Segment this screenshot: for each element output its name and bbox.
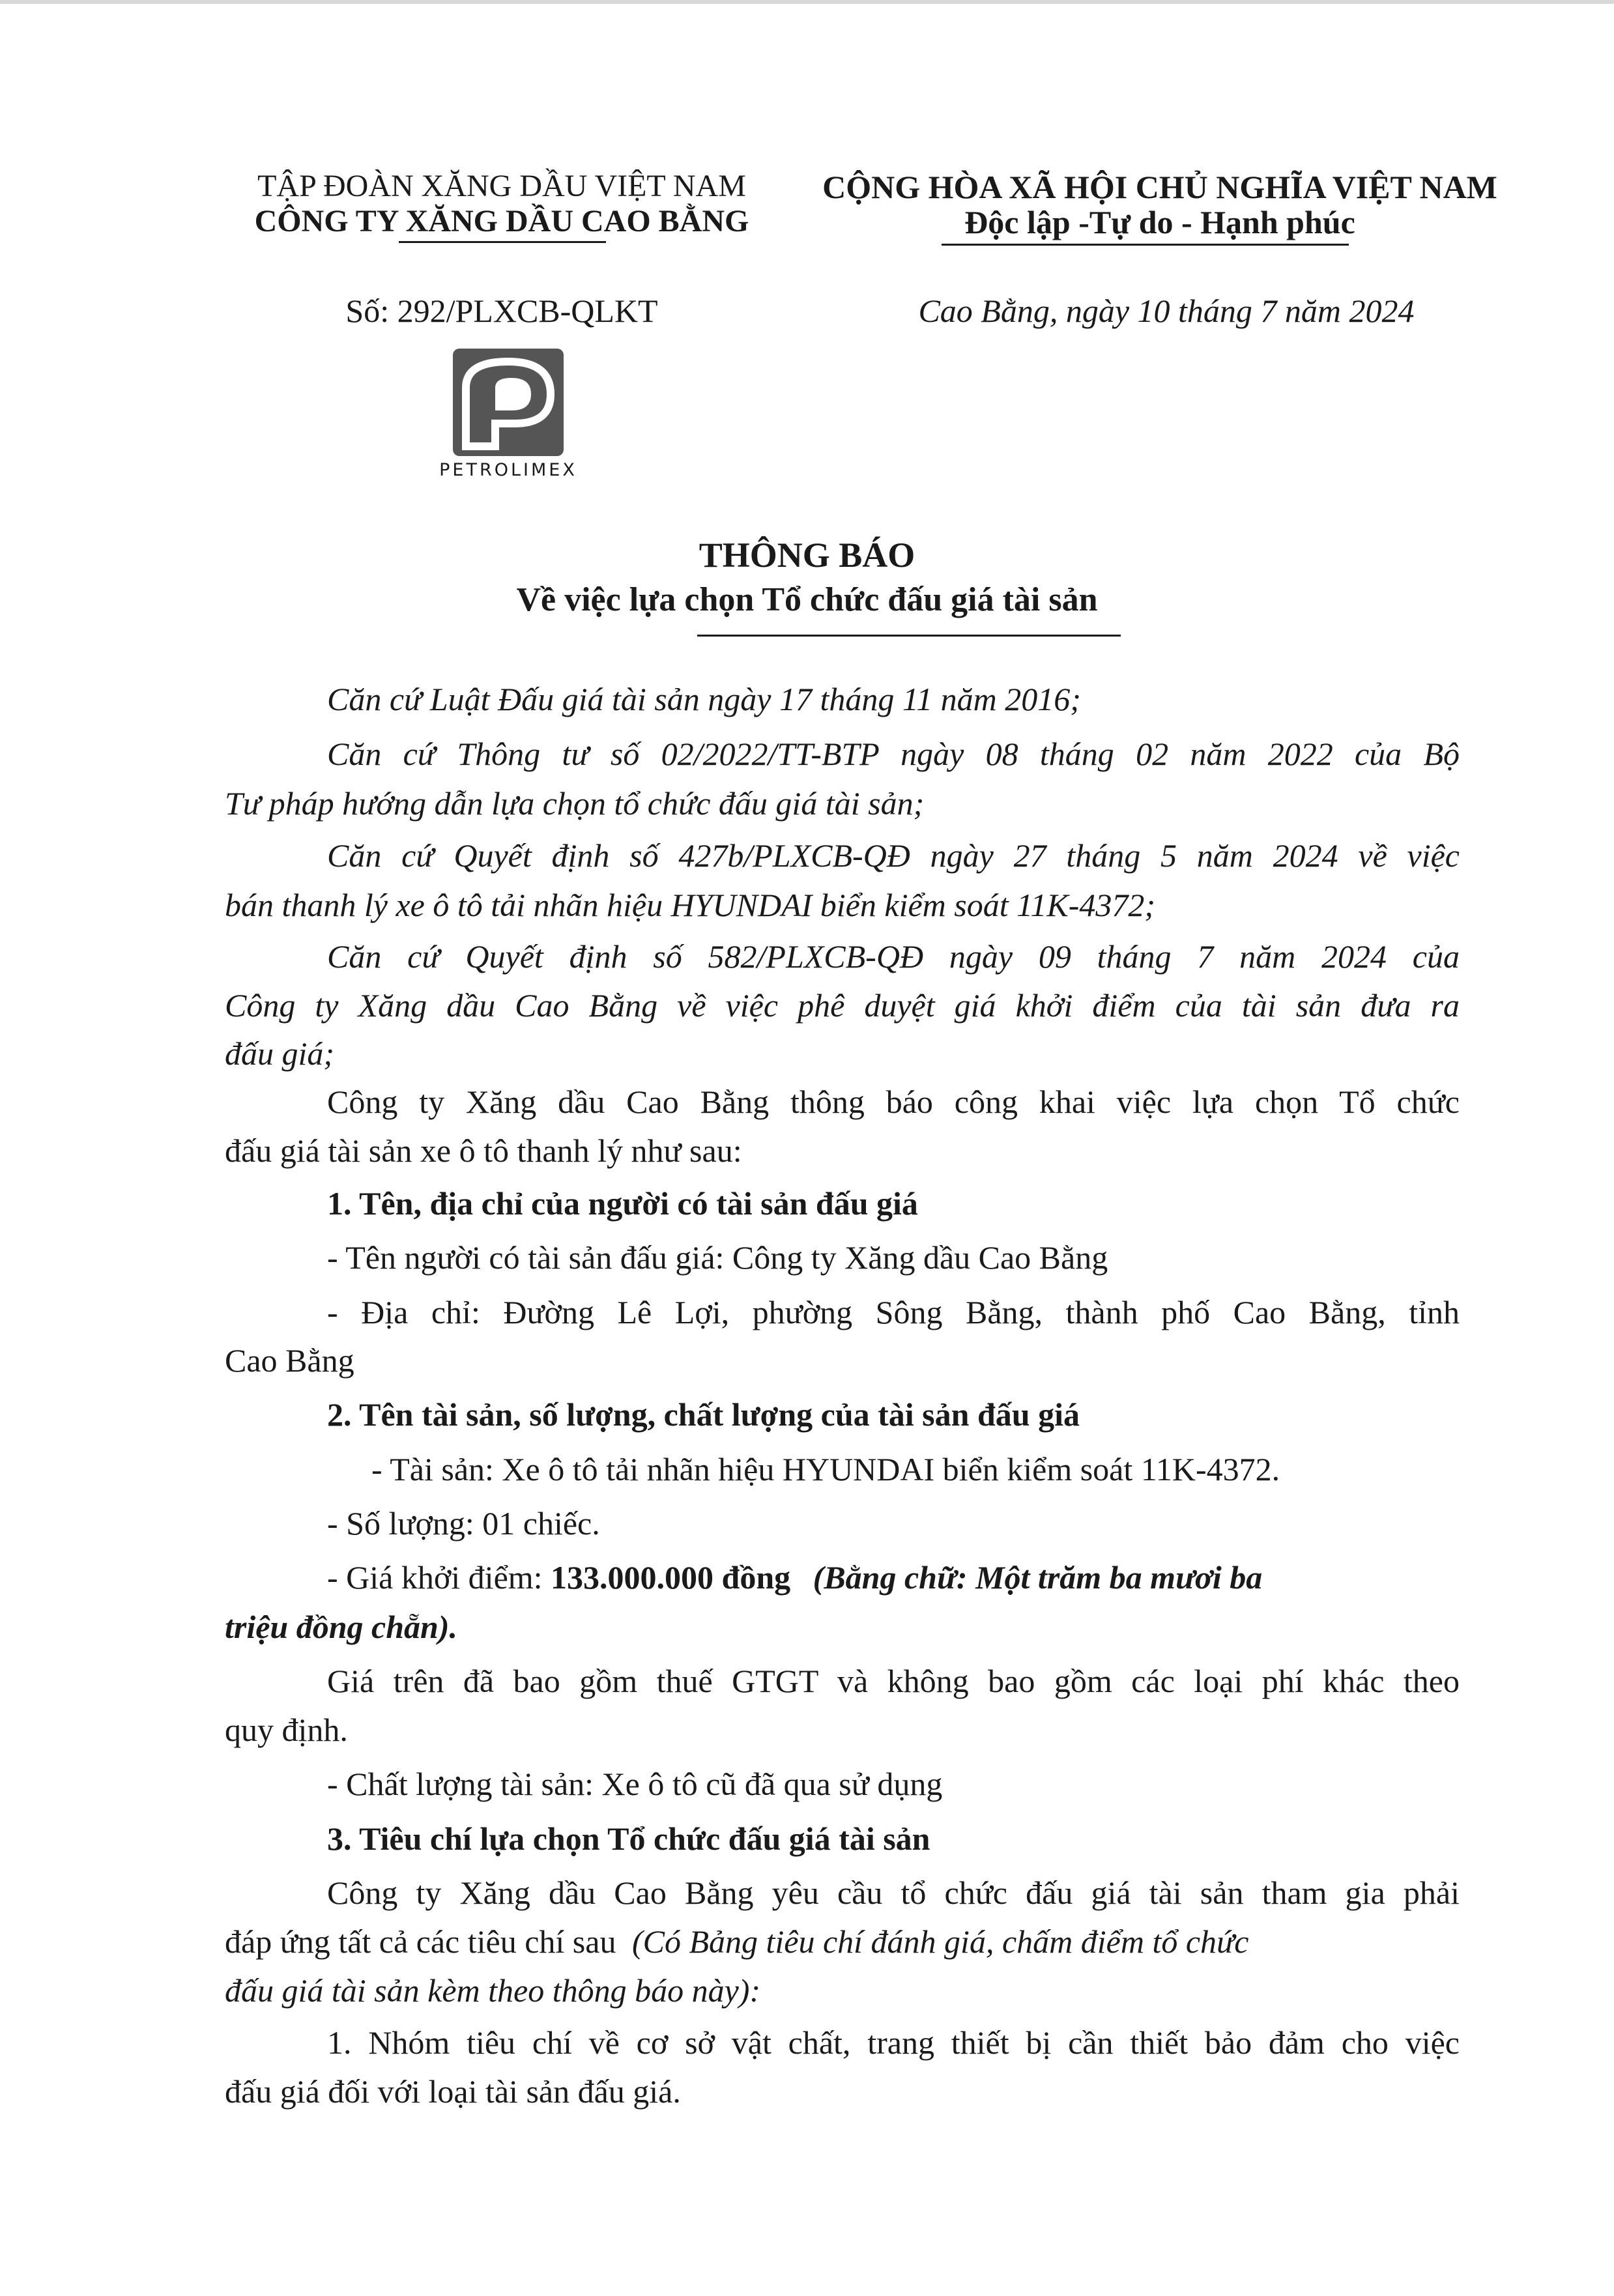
asset-quantity: - Số lượng: 01 chiếc. <box>327 1505 600 1542</box>
criteria-intro-c: đấu giá tài sản kèm theo thông báo này): <box>225 1972 761 2009</box>
criteria-intro-b <box>225 1925 1249 1958</box>
nation-motto: Độc lập -Tự do - Hạnh phúc <box>964 204 1355 240</box>
criteria-intro-a: Công ty Xăng dầu Cao Bằng yêu cầu tổ chức đấu giá tài sản tham gia phải <box>327 1874 1460 1911</box>
section-1-heading: 1. Tên, địa chỉ của người có tài sản đấu giá <box>327 1185 918 1222</box>
criteria-intro-b-italic: (Có Bảng tiêu chí đánh giá, chấm điểm tổ chức <box>631 1923 1249 1960</box>
intro-line-a: Công ty Xăng dầu Cao Bằng thông báo công khai việc lựa chọn Tổ chức <box>327 1083 1460 1120</box>
starting-price-value: 133.000.000 đồng <box>551 1559 791 1596</box>
scan-edge <box>0 0 1614 4</box>
starting-price-label: - Giá khởi điểm: <box>327 1559 543 1596</box>
legal-basis-4c: đấu giá; <box>225 1035 335 1072</box>
owner-address-a: - Địa chỉ: Đường Lê Lợi, phường Sông Bằng, thành phố Cao Bằng, tỉnh <box>327 1294 1460 1330</box>
asset-name: - Tài sản: Xe ô tô tải nhãn hiệu HYUNDAI biển kiểm soát 11K-4372. <box>371 1451 1280 1487</box>
owner-name: - Tên người có tài sản đấu giá: Công ty Xăng dầu Cao Bằng <box>327 1239 1108 1276</box>
criteria-item-1a: 1. Nhóm tiêu chí về cơ sở vật chất, trang thiết bị cần thiết bảo đảm cho việc <box>327 2024 1460 2061</box>
criteria-intro-b-plain: đáp ứng tất cả các tiêu chí sau <box>225 1923 616 1960</box>
doc-number: Số: 292/PLXCB-QLKT <box>345 293 658 329</box>
legal-basis-2b: Tư pháp hướng dẫn lựa chọn tổ chức đấu giá tài sản; <box>225 785 925 822</box>
nation-title: CỘNG HÒA XÃ HỘI CHỦ NGHĨA VIỆT NAM <box>822 169 1497 205</box>
starting-price-words-a: (Bằng chữ: Một trăm ba mươi ba <box>813 1559 1263 1596</box>
legal-basis-3a: Căn cứ Quyết định số 427b/PLXCB-QĐ ngày 27 tháng 5 năm 2024 về việc <box>327 837 1460 874</box>
vat-note-a: Giá trên đã bao gồm thuế GTGT và không bao gồm các loại phí khác theo <box>327 1663 1460 1699</box>
section-2-heading: 2. Tên tài sản, số lượng, chất lượng của tài sản đấu giá <box>327 1396 1080 1433</box>
legal-basis-3b: bán thanh lý xe ô tô tải nhãn hiệu HYUNDAI biển kiểm soát 11K-4372; <box>225 887 1156 923</box>
petrolimex-logo <box>453 349 564 456</box>
intro-line-b: đấu giá tài sản xe ô tô thanh lý như sau: <box>225 1132 742 1169</box>
legal-basis-1: Căn cứ Luật Đấu giá tài sản ngày 17 tháng 11 năm 2016; <box>327 681 1081 717</box>
legal-basis-2a: Căn cứ Thông tư số 02/2022/TT-BTP ngày 08 tháng 02 năm 2022 của Bộ <box>327 736 1460 772</box>
legal-basis-4a: Căn cứ Quyết định số 582/PLXCB-QĐ ngày 09 tháng 7 năm 2024 của <box>327 938 1460 975</box>
starting-price-line <box>327 1561 1262 1594</box>
section-3-heading: 3. Tiêu chí lựa chọn Tổ chức đấu giá tài sản <box>327 1820 930 1857</box>
doc-subtitle: Về việc lựa chọn Tổ chức đấu giá tài sản <box>516 581 1098 618</box>
owner-address-b: Cao Bằng <box>225 1342 354 1379</box>
starting-price-words-b: triệu đồng chẵn). <box>225 1609 458 1645</box>
org-company: CÔNG TY XĂNG DẦU CAO BẰNG <box>254 204 749 238</box>
legal-basis-4b: Công ty Xăng dầu Cao Bằng về việc phê duyệt giá khởi điểm của tài sản đưa ra <box>225 987 1460 1024</box>
logo-text: PETROLIMEX <box>439 460 577 480</box>
criteria-item-1b: đấu giá đối với loại tài sản đấu giá. <box>225 2073 681 2110</box>
place-date: Cao Bằng, ngày 10 tháng 7 năm 2024 <box>918 293 1415 329</box>
doc-title: THÔNG BÁO <box>699 536 915 575</box>
title-underline <box>697 635 1121 637</box>
motto-underline <box>942 244 1349 246</box>
vat-note-b: quy định. <box>225 1712 348 1748</box>
asset-quality: - Chất lượng tài sản: Xe ô tô cũ đã qua sử dụng <box>327 1766 943 1802</box>
org-underline <box>399 241 606 243</box>
org-parent: TẬP ĐOÀN XĂNG DẦU VIỆT NAM <box>257 169 746 203</box>
